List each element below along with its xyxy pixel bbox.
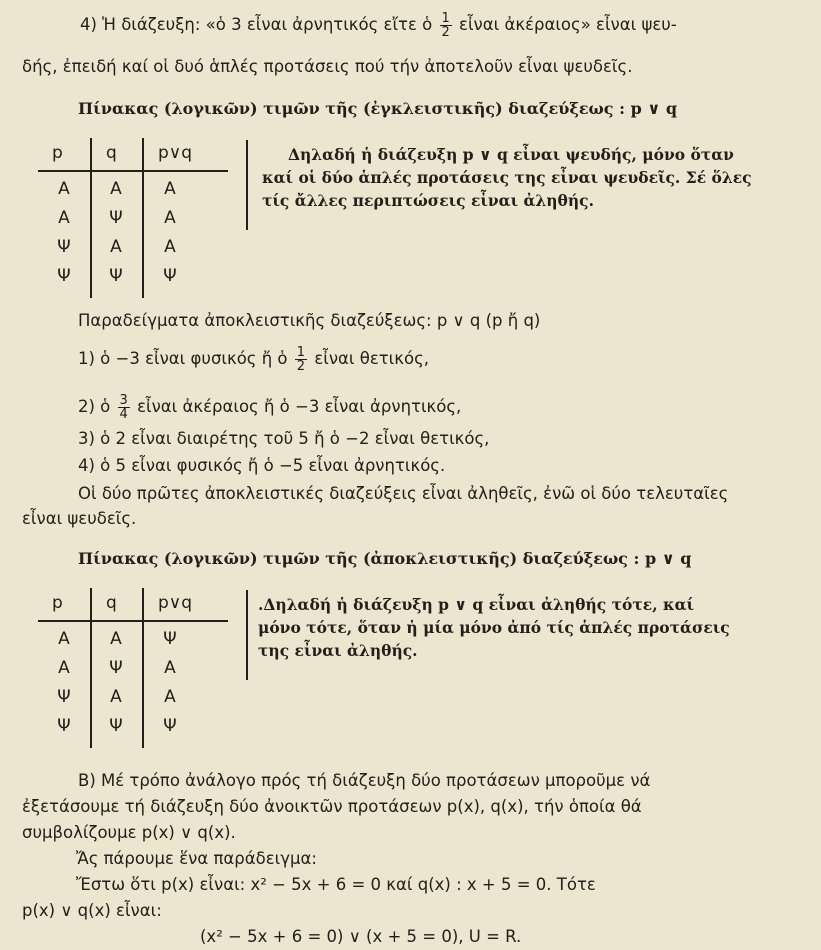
fraction-numerator: 1 [296,345,306,360]
table1-cell: A [58,179,70,199]
table1-divider-2 [142,138,144,298]
table2-header-q: q [106,593,117,613]
table1-header-q: q [106,143,117,163]
table1-cell: A [164,237,176,257]
example-4: 4) ὁ 5 εἶναι φυσικός ἤ ὁ −5 εἶναι ἀρνητικός. [78,456,446,475]
table2-side-rule [246,590,248,680]
table2-desc-line3: της εἶναι ἀληθής. [258,641,418,660]
item4-line2: δής, ἐπειδή καί οἱ δυό ἁπλές προτάσεις πού τήν ἀποτελοῦν εἶναι ψευδεῖς. [22,57,633,76]
sectionB-line5: Ἔστω ὅτι p(x) εἶναι: x² − 5x + 6 = 0 καί q(x) : x + 5 = 0. Τότε [76,875,596,894]
table2-header-rule [38,620,228,622]
fraction-one-half [440,12,452,39]
table2-title: Πίνακας (λογικῶν) τιμῶν τῆς (ἀποκλειστικῆς) διαζεύξεως : p ∨ q [78,549,692,568]
table1-title: Πίνακας (λογικῶν) τιμῶν τῆς (ἐγκλειστικῆς) διαζεύξεως : p ∨ q [78,99,678,118]
table2-cell: Ψ [57,716,71,736]
sectionB-line2: ἐξετάσουμε τή διάζευξη δύο ἀνοικτῶν προτάσεων p(x), q(x), τήν ὁποία θά [22,797,642,816]
example-2 [78,394,461,421]
table1-divider-1 [90,138,92,298]
table1-cell: A [110,179,122,199]
sectionB-line1: B) Μέ τρόπο ἀνάλογο πρός τή διάζευξη δύο προτάσεων μποροῦμε νά [78,771,651,790]
table2-divider-2 [142,588,144,748]
item4-line1 [80,12,677,39]
table2-cell: A [110,687,122,707]
fraction-numerator: 1 [441,11,450,26]
table1-cell: Ψ [109,208,123,228]
table2-cell: Ψ [57,687,71,707]
table2-divider-1 [90,588,92,748]
example-1-start: 1) ὁ −3 εἶναι φυσικός ἤ ὁ [78,349,288,368]
sectionB-line6: p(x) ∨ q(x) εἶναι: [22,901,162,920]
fraction-denominator: 2 [296,359,306,374]
table2-cell: A [164,658,176,678]
table1-cell: Ψ [163,266,177,286]
examples-summary-line2: εἶναι ψευδεῖς. [22,509,137,528]
table1-cell: Ψ [109,266,123,286]
fraction-three-quarters [118,394,130,421]
item4-line1-end: εἶναι ἀκέραιος» εἶναι ψευ- [459,15,677,34]
table1-cell: A [110,237,122,257]
table1-cell: A [164,179,176,199]
fraction-denominator: 2 [441,25,450,40]
table2-description [258,593,730,662]
examples-summary-line1: Οἱ δύο πρῶτες ἀποκλειστικές διαζεύξεις εἶναι ἀληθεῖς, ἐνῶ οἱ δύο τελευταῖες [78,484,729,503]
sectionB-line4: Ἄς πάρουμε ἕνα παράδειγμα: [76,849,317,868]
table1-side-rule [246,140,248,230]
examples-intro [78,310,540,332]
table1-cell: Ψ [57,266,71,286]
table1-cell: A [164,208,176,228]
table1-header-rule [38,170,228,172]
fraction-one-half [295,346,307,373]
sectionB-line7: (x² − 5x + 6 = 0) ∨ (x + 5 = 0), U = R. [200,927,522,946]
table2-cell: A [58,658,70,678]
truth-table-inclusive [38,138,228,298]
table2-cell: Ψ [163,716,177,736]
table1-cell: Ψ [57,237,71,257]
table1-header-p: p [52,143,63,163]
table2-cell: Ψ [109,658,123,678]
table2-cell: A [110,629,122,649]
examples-intro-text: Παραδείγματα ἀποκλειστικῆς διαζεύξεως: p ∨ q (p ἤ q) [78,311,541,330]
sectionB-line3: συμβολίζουμε p(x) ∨ q(x). [22,823,236,842]
truth-table-exclusive [38,588,228,748]
item4-line1-start: 4) Ἡ διάζευξη: «ὁ 3 εἶναι ἀρνητικός εἴτε ὁ [80,15,433,34]
table2-desc-line2: μόνο τότε, ὅταν ἡ μία μόνο ἀπό τίς ἁπλές προτάσεις [258,618,730,637]
example-2-start: 2) ὁ [78,397,111,416]
table1-desc-line2: καί οἱ δύο ἁπλές προτάσεις της εἶναι ψευδεῖς. Σέ ὅλες [262,168,752,187]
example-1-end: εἶναι θετικός, [314,349,430,368]
example-1 [78,346,429,373]
table2-cell: Ψ [109,716,123,736]
table1-description [262,143,752,212]
table2-header-pq: p∨q [158,593,193,613]
table1-cell: A [58,208,70,228]
table2-header-p: p [52,593,63,613]
example-3: 3) ὁ 2 εἶναι διαιρέτης τοῦ 5 ἤ ὁ −2 εἶναι θετικός, [78,429,490,448]
table2-cell: Ψ [163,629,177,649]
table1-desc-line3: τίς ἄλλες περιπτώσεις εἶναι ἀληθής. [262,191,594,210]
table1-header-pq: p∨q [158,143,193,163]
example-2-end: εἶναι ἀκέραιος ἤ ὁ −3 εἶναι ἀρνητικός, [137,397,462,416]
table2-desc-line1: .Δηλαδή ἡ διάζευξη p ∨ q εἶναι ἀληθής τότε, καί [258,595,695,614]
fraction-numerator: 3 [119,393,128,408]
table2-cell: A [164,687,176,707]
fraction-denominator: 4 [119,407,128,422]
table2-cell: A [58,629,70,649]
table1-desc-line1: Δηλαδή ἡ διάζευξη p ∨ q εἶναι ψευδής, μόνο ὅταν [288,145,734,164]
